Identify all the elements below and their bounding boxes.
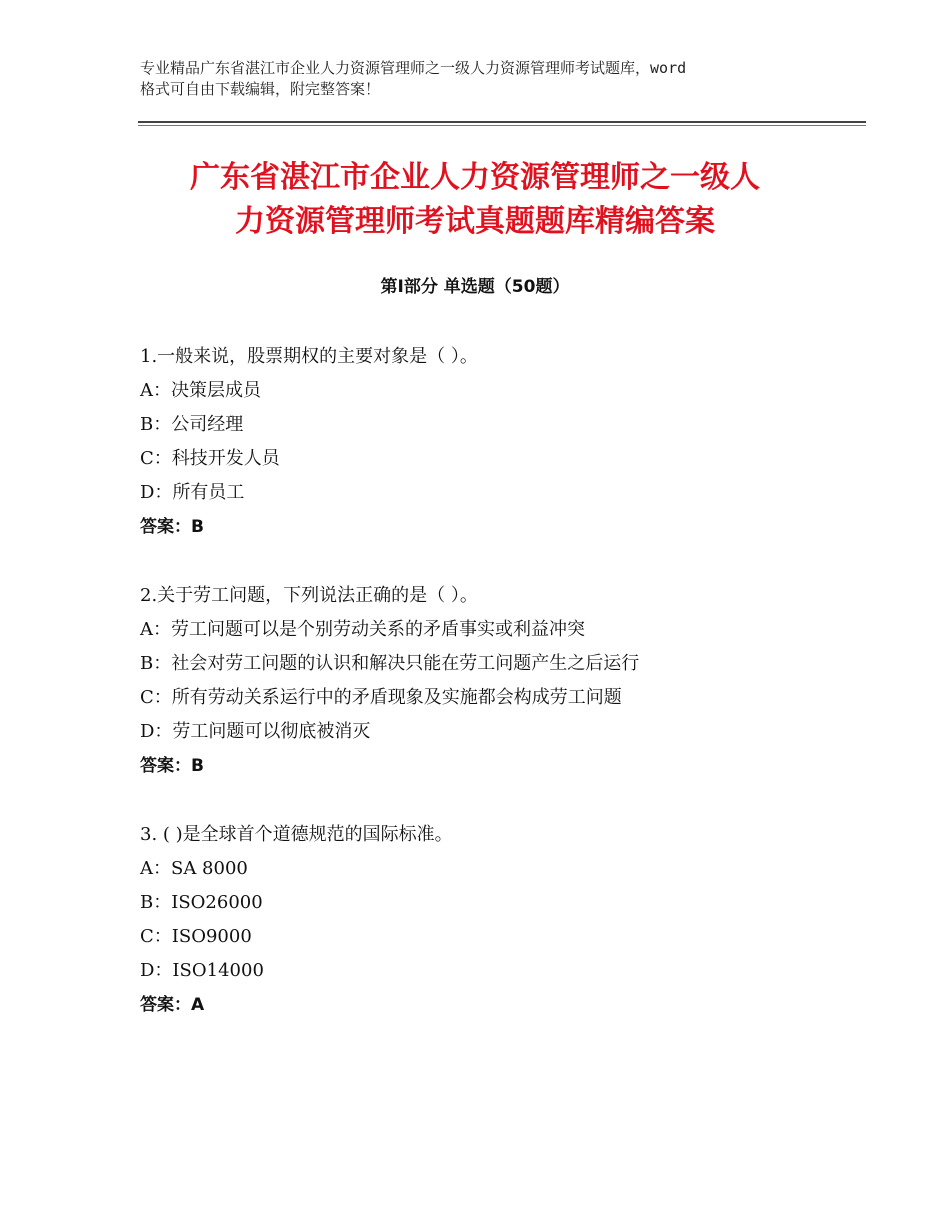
question-1	[140, 340, 840, 544]
document-title-line-2: 力资源管理师考试真题题库精编答案	[235, 204, 715, 239]
document-title-line-1: 广东省湛江市企业人力资源管理师之一级人	[190, 160, 760, 195]
option-b: B：ISO26000	[140, 892, 263, 913]
option-b: B：社会对劳工问题的认识和解决只能在劳工问题产生之后运行	[140, 653, 640, 674]
option-c: C：所有劳动关系运行中的矛盾现象及实施都会构成劳工问题	[140, 687, 622, 708]
option-d: D：ISO14000	[140, 960, 264, 981]
option-a: A：SA 8000	[140, 858, 248, 879]
option-b: B：公司经理	[140, 414, 244, 435]
question-stem: 2.关于劳工问题，下列说法正确的是（ ）。	[140, 585, 478, 606]
header-divider-thick	[138, 121, 866, 123]
question-stem: 1.一般来说，股票期权的主要对象是（ ）。	[140, 346, 478, 367]
option-a: A：决策层成员	[140, 380, 261, 401]
option-d: D：劳工问题可以彻底被消灭	[140, 721, 371, 742]
question-2	[140, 579, 840, 783]
option-a: A：劳工问题可以是个别劳动关系的矛盾事实或利益冲突	[140, 619, 585, 640]
option-d: D：所有员工	[140, 482, 245, 503]
header-divider-thin	[138, 125, 866, 126]
question-stem: 3. ( )是全球首个道德规范的国际标准。	[140, 824, 453, 845]
question-3	[140, 818, 840, 1022]
option-c: C：ISO9000	[140, 926, 252, 947]
option-c: C：科技开发人员	[140, 448, 280, 469]
header-note-line-2: 格式可自由下载编辑，附完整答案！	[140, 80, 381, 98]
document-title	[140, 156, 810, 244]
header-note-line-1: 专业精品广东省湛江市企业人力资源管理师之一级人力资源管理师考试题库，word	[140, 59, 687, 77]
answer: 答案：B	[140, 517, 204, 537]
header-note	[140, 58, 840, 100]
answer: 答案：B	[140, 756, 204, 776]
section-title: 第Ⅰ部分 单选题（50题）	[380, 277, 570, 297]
answer: 答案：A	[140, 995, 205, 1015]
